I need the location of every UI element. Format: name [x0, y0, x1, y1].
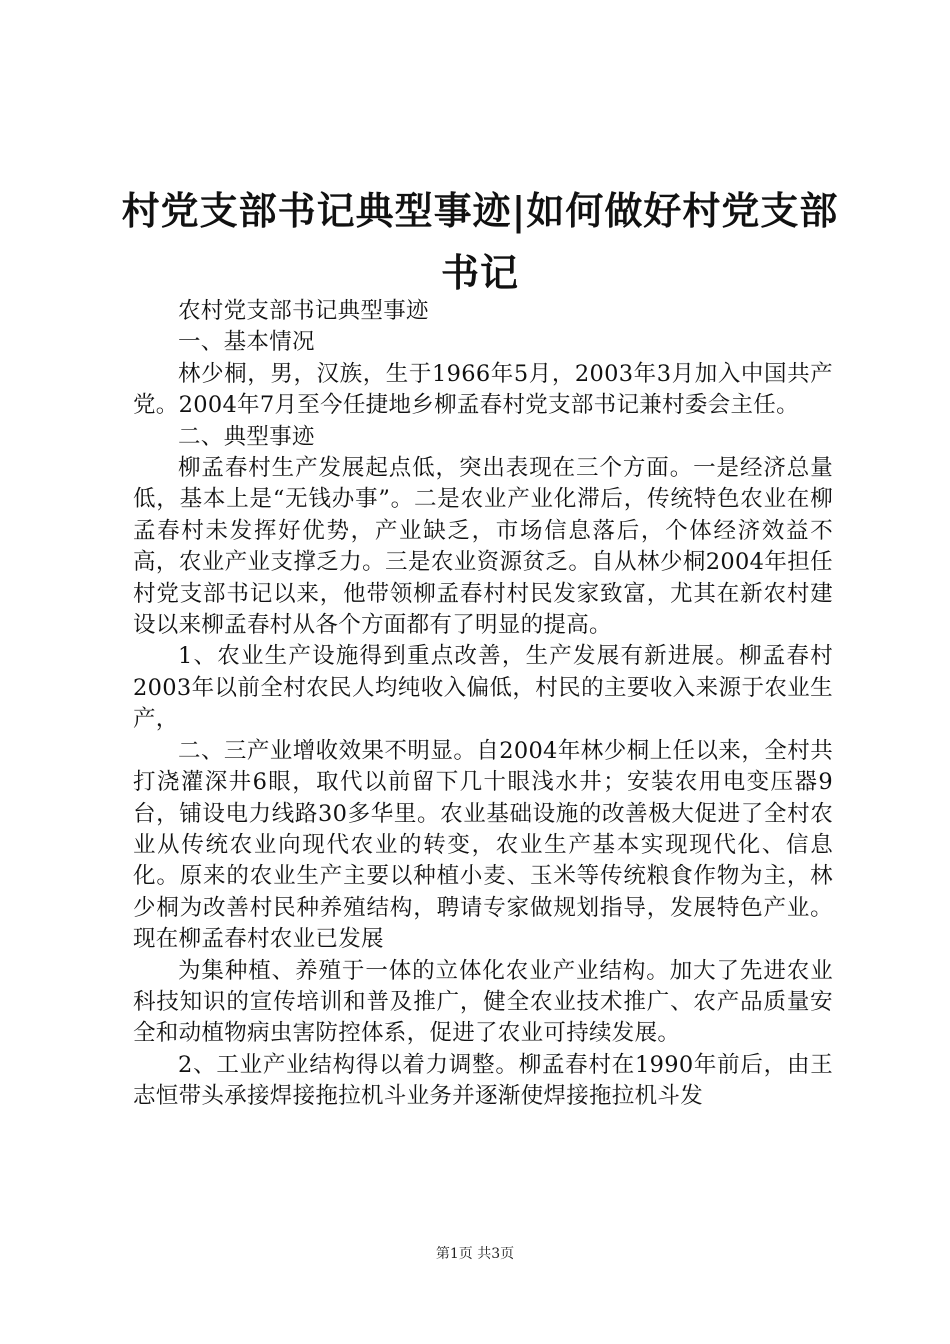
paragraph-item-1: 1、农业生产设施得到重点改善，生产发展有新进展。柳孟春村2003年以前全村农民人均纯收入偏低，村民的主要收入来源于农业生产， — [133, 643, 833, 733]
paragraph-item-1-cont: 二、三产业增收效果不明显。自2004年林少桐上任以来，全村共打浇灌深井6眼，取代以前留下几十眼浅水井；安装农用电变压器9台，铺设电力线路30多华里。农业基础设施的改善极大促进了全村农业从传统农业向现代农业的转变，农业生产基本实现现代化、信息化。原来的农业生产主要以种植小麦、玉米等传统粮食作物为主，林少桐为改善村民种养殖结构，聘请专家做规划指导，发展特色产业。现在柳孟春村农业已发展 — [133, 737, 833, 953]
paragraph-item-1-cont-2: 为集种植、养殖于一体的立体化农业产业结构。加大了先进农业科技知识的宣传培训和普及推广，健全农业技术推广、农产品质量安全和动植物病虫害防控体系，促进了农业可持续发展。 — [133, 957, 833, 1047]
page-footer: 第1页 共3页 — [435, 1246, 515, 1262]
paragraph-deeds-intro: 柳孟春村生产发展起点低，突出表现在三个方面。一是经济总量低，基本上是“无钱办事”。二是农业产业化滞后，传统特色农业在柳孟春村未发挥好优势，产业缺乏，市场信息落后，个体经济效益不高，农业产业支撑乏力。三是农业资源贫乏。自从林少桐2004年担任村党支部书记以来，他带领柳孟春村村民发家致富，尤其在新农村建设以来柳孟春村从各个方面都有了明显的提高。 — [133, 455, 833, 639]
paragraph-subtitle: 农村党支部书记典型事迹 — [178, 298, 429, 324]
document-title: 村党支部书记典型事迹|如何做好村党支部书记 — [121, 188, 839, 295]
paragraph-heading-basic: 一、基本情况 — [178, 329, 315, 356]
paragraph-heading-deeds: 二、典型事迹 — [178, 423, 315, 450]
document-body — [133, 296, 833, 1113]
paragraph-basic-info: 林少桐，男，汉族，生于1966年5月，2003年3月加入中国共产党。2004年7月至今任捷地乡柳孟春村党支部书记兼村委会主任。 — [133, 360, 833, 419]
paragraph-item-2: 2、工业产业结构得以着力调整。柳孟春村在1990年前后，由王志恒带头承接焊接拖拉机斗业务并逐渐使焊接拖拉机斗发 — [133, 1051, 833, 1110]
